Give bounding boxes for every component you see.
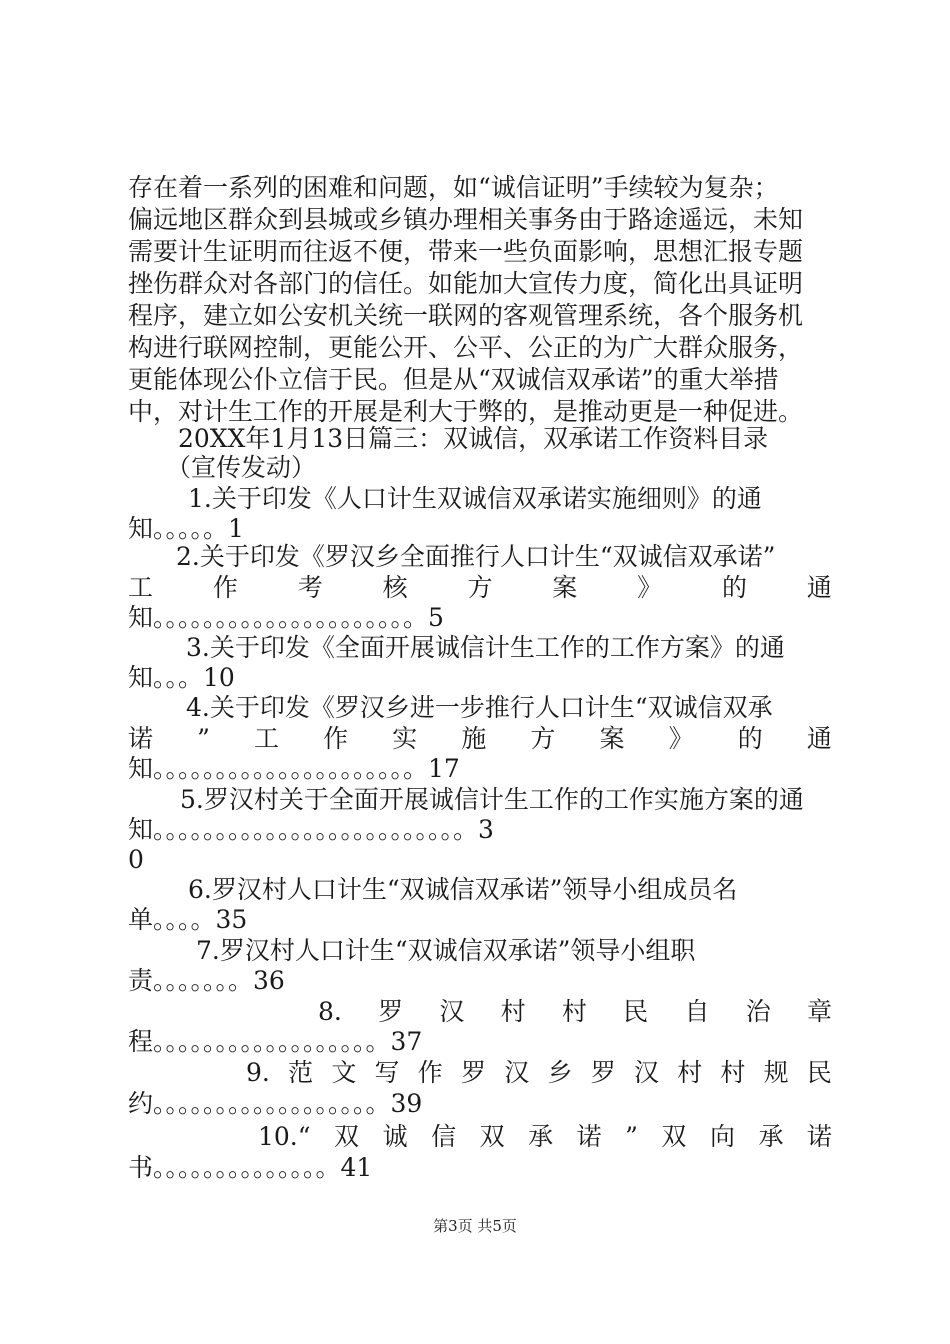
toc-item-2-line-1: 2.关于印发《罗汉乡全面推行人口计生“双诚信双承诺” xyxy=(176,542,776,571)
toc-item-5-line-1: 5.罗汉村关于全面开展诚信计生工作的工作实施方案的通 xyxy=(180,785,804,814)
toc-token: 诚 xyxy=(382,1122,408,1151)
toc-token: 诺 xyxy=(806,1122,832,1151)
toc-token: 诺 xyxy=(128,724,154,753)
toc-token: 罗 xyxy=(590,1058,616,1087)
toc-token: 通 xyxy=(806,724,832,753)
toc-item-4-line-3: 知。。。。。。。。。。。。。。。。。。。。。17 xyxy=(128,754,460,783)
toc-token: 村 xyxy=(500,997,526,1026)
toc-token: 民 xyxy=(806,1058,832,1087)
toc-token: 实 xyxy=(392,724,418,753)
paragraph-line: 更能体现公仆立信于民。但是从“双诚信双承诺”的重大举措 xyxy=(128,365,779,394)
paragraph-line: 中，对计生工作的开展是利大于弊的，是推动更是一种促进。 xyxy=(128,397,804,426)
page-footer: 第3页 共5页 xyxy=(433,1217,517,1235)
section-heading: 20XX年1月13日篇三：双诚信，双承诺工作资料目录 xyxy=(178,424,769,453)
toc-item-8-line-1 xyxy=(318,997,832,1027)
toc-item-4-line-1: 4.关于印发《罗汉乡进一步推行人口计生“双诚信双承 xyxy=(186,693,773,722)
toc-item-9-line-2: 约。。。。。。。。。。。。。。。。。。39 xyxy=(128,1089,423,1118)
toc-item-6-line-2: 单。。。。35 xyxy=(128,905,248,934)
toc-token: 承 xyxy=(758,1122,784,1151)
paragraph-line: 存在着一系列的困难和问题，如“诚信证明”手续较为复杂； xyxy=(128,173,779,202)
toc-token: 的 xyxy=(737,724,763,753)
toc-item-8-line-2: 程。。。。。。。。。。。。。。。。。。37 xyxy=(128,1027,423,1056)
paragraph-line: 构进行联网控制，更能公开、公平、公正的为广大群众服务， xyxy=(128,333,804,362)
toc-token: 作 xyxy=(212,573,238,602)
toc-item-7-line-1: 7.罗汉村人口计生“双诚信双承诺”领导小组职 xyxy=(196,936,696,965)
toc-token: 规 xyxy=(763,1058,789,1087)
toc-item-2-line-2 xyxy=(128,573,832,603)
toc-token: 乡 xyxy=(547,1058,573,1087)
toc-token: 双 xyxy=(661,1122,687,1151)
toc-item-5-line-3: 0 xyxy=(128,845,144,874)
paragraph-line: 程序，建立如公安机关统一联网的客观管理系统，各个服务机 xyxy=(128,301,804,330)
toc-token: 村 xyxy=(561,997,587,1026)
toc-token: 案 xyxy=(552,573,578,602)
toc-item-5-line-2: 知。。。。。。。。。。。。。。。。。。。。。。。。。3 xyxy=(128,815,494,844)
toc-token: 》 xyxy=(637,573,663,602)
toc-token: 核 xyxy=(382,573,408,602)
toc-token: 信 xyxy=(431,1122,457,1151)
toc-token: 诺 xyxy=(576,1122,602,1151)
toc-token: 方 xyxy=(467,573,493,602)
toc-token: 罗 xyxy=(378,997,404,1026)
toc-token: 双 xyxy=(479,1122,505,1151)
toc-token: 村 xyxy=(720,1058,746,1087)
toc-token: 文 xyxy=(331,1058,357,1087)
toc-token: 10.“ xyxy=(258,1122,311,1151)
toc-item-1-line-2: 知。。。。。1 xyxy=(128,514,244,543)
toc-item-3-line-2: 知。。。10 xyxy=(128,663,235,692)
toc-token: 8. xyxy=(318,997,342,1026)
toc-token: 村 xyxy=(677,1058,703,1087)
toc-token: 施 xyxy=(461,724,487,753)
paragraph-line: 需要计生证明而往返不便，带来一些负面影响，思想汇报专题 xyxy=(128,237,804,266)
paragraph-line: 偏远地区群众到县城或乡镇办理相关事务由于路途遥远，未知 xyxy=(128,205,804,234)
toc-item-4-line-2 xyxy=(128,724,832,754)
toc-token: 汉 xyxy=(633,1058,659,1087)
toc-token: 方 xyxy=(530,724,556,753)
toc-token: 案 xyxy=(599,724,625,753)
toc-token: 工 xyxy=(253,724,279,753)
toc-token: 自 xyxy=(684,997,710,1026)
toc-item-2-line-3: 知。。。。。。。。。。。。。。。。。。。。。5 xyxy=(128,603,444,632)
toc-token: ” xyxy=(625,1122,638,1151)
toc-token: 9. xyxy=(246,1058,270,1087)
toc-token: 双 xyxy=(334,1122,360,1151)
toc-token: ” xyxy=(197,724,210,753)
toc-token: 的 xyxy=(722,573,748,602)
toc-item-9-line-1 xyxy=(246,1058,832,1088)
paragraph-line: 挫伤群众对各部门的信任。如能加大宣传力度，简化出具证明 xyxy=(128,269,804,298)
toc-token: 治 xyxy=(745,997,771,1026)
section-subheading: （宣传发动） xyxy=(166,453,317,482)
toc-token: 写 xyxy=(374,1058,400,1087)
toc-token: 考 xyxy=(297,573,323,602)
toc-item-3-line-1: 3.关于印发《全面开展诚信计生工作的工作方案》的通 xyxy=(186,633,785,662)
toc-item-1-line-1: 1.关于印发《人口计生双诚信双承诺实施细则》的通 xyxy=(188,484,762,513)
toc-token: 作 xyxy=(417,1058,443,1087)
toc-token: 罗 xyxy=(461,1058,487,1087)
toc-item-10-line-1 xyxy=(258,1122,832,1152)
toc-token: 民 xyxy=(623,997,649,1026)
toc-token: 范 xyxy=(288,1058,314,1087)
toc-token: 汉 xyxy=(504,1058,530,1087)
toc-token: 工 xyxy=(128,573,154,602)
toc-token: 作 xyxy=(323,724,349,753)
toc-token: 章 xyxy=(806,997,832,1026)
toc-item-10-line-2: 书。。。。。。。。。。。。。。41 xyxy=(128,1153,373,1182)
toc-item-7-line-2: 责。。。。。。。36 xyxy=(128,966,285,995)
toc-token: 向 xyxy=(709,1122,735,1151)
toc-token: 通 xyxy=(806,573,832,602)
toc-token: 承 xyxy=(528,1122,554,1151)
toc-item-6-line-1: 6.罗汉村人口计生“双诚信双承诺”领导小组成员名 xyxy=(188,875,738,904)
toc-token: 》 xyxy=(668,724,694,753)
toc-token: 汉 xyxy=(439,997,465,1026)
